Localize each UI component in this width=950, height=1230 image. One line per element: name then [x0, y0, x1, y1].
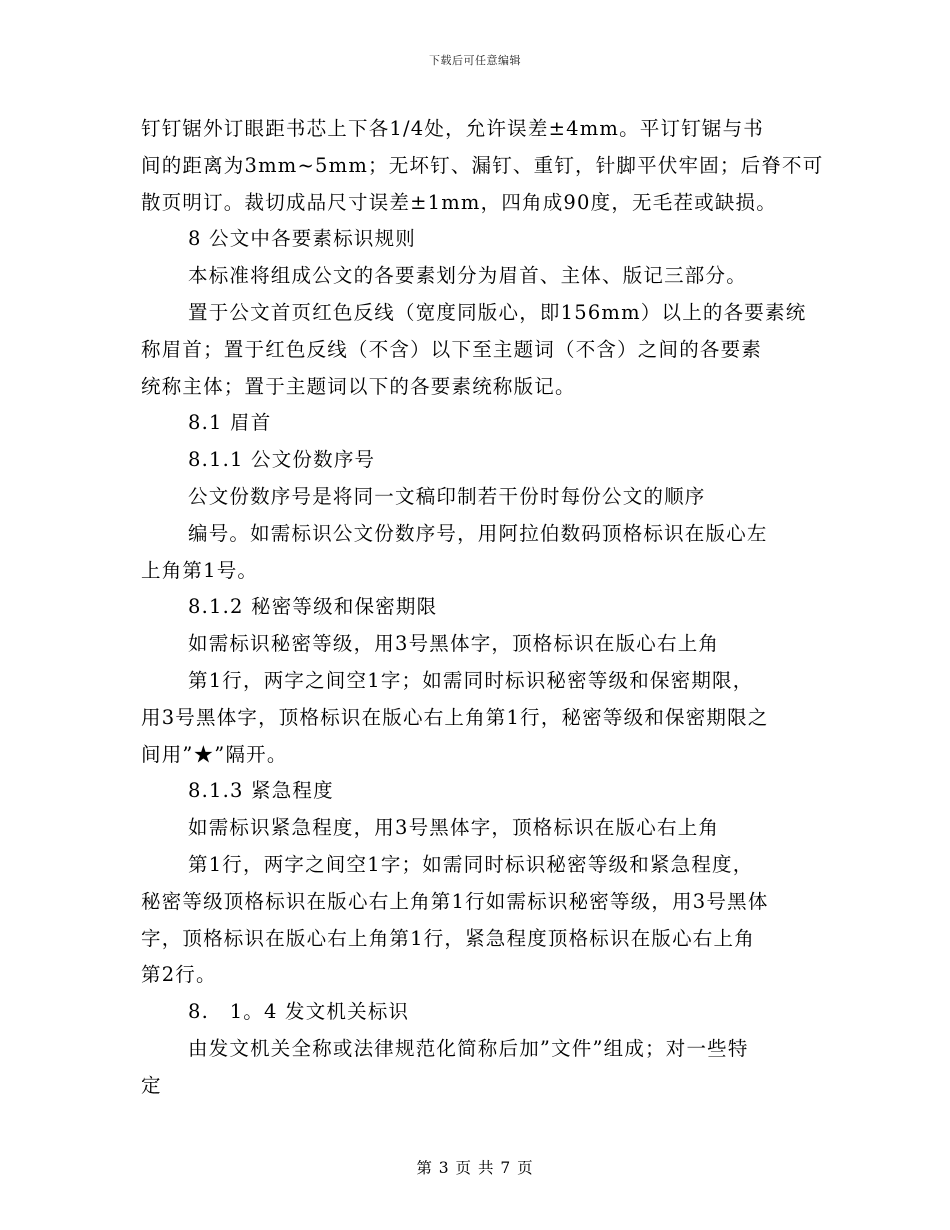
- text-line: 第1行，两字之间空1字；如需同时标识秘密等级和保密期限，: [188, 668, 754, 692]
- page-footer: 第 3 页 共 7 页: [416, 1159, 534, 1177]
- text-line: 定: [141, 1073, 162, 1097]
- text-line: 秘密等级顶格标识在版心右上角第1行如需标识秘密等级，用3号黑体: [141, 889, 769, 913]
- text-line: 称眉首；置于红色反线（不含）以下至主题词（不含）之间的各要素: [141, 337, 763, 361]
- text-line: 统称主体；置于主题词以下的各要素统称版记。: [141, 374, 576, 398]
- document-body: [141, 111, 824, 1105]
- text-line: 8 公文中各要素标识规则: [188, 227, 417, 251]
- page-header: 下载后可任意编辑: [429, 54, 521, 67]
- text-line: 编号。如需标识公文份数序号，用阿拉伯数码顶格标识在版心左: [188, 521, 768, 545]
- text-line: 置于公文首页红色反线（宽度同版心，即156mm）以上的各要素统: [188, 300, 807, 324]
- text-line: 间的距离为3mm~5mm；无坏钉、漏钉、重钉，针脚平伏牢固；后脊不可: [141, 153, 824, 177]
- text-line: 上角第1号。: [141, 558, 259, 582]
- text-line: 公文份数序号是将同一文稿印制若干份时每份公文的顺序: [188, 484, 706, 508]
- text-line: 8.1.3 紧急程度: [188, 779, 334, 803]
- text-line: 字，顶格标识在版心右上角第1行，紧急程度顶格标识在版心右上角: [141, 926, 755, 950]
- text-line: 如需标识秘密等级，用3号黑体字，顶格标识在版心右上角: [188, 632, 720, 656]
- text-line: 本标准将组成公文的各要素划分为眉首、主体、版记三部分。: [188, 264, 747, 288]
- text-line: 散页明订。裁切成品尺寸误差±1mm，四角成90度，无毛茬或缺损。: [141, 190, 777, 214]
- text-line: 第1行，两字之间空1字；如需同时标识秘密等级和紧急程度，: [188, 852, 754, 876]
- text-line: 由发文机关全称或法律规范化简称后加”文件”组成；对一些特: [188, 1036, 749, 1060]
- text-line: 第2行。: [141, 963, 217, 987]
- text-line: 间用”★”隔开。: [141, 742, 288, 766]
- text-line: 8.1 眉首: [188, 411, 272, 435]
- text-line: 8.1.1 公文份数序号: [188, 448, 376, 472]
- text-line: 8.1.2 秘密等级和保密期限: [188, 595, 438, 619]
- text-line: 钉钉锯外订眼距书芯上下各1/4处，允许误差±4mm。平订钉锯与书: [141, 117, 765, 140]
- text-line: 用3号黑体字，顶格标识在版心右上角第1行，秘密等级和保密期限之: [141, 705, 769, 729]
- text-line: 如需标识紧急程度，用3号黑体字，顶格标识在版心右上角: [188, 816, 720, 840]
- text-line: 8. 1。4 发文机关标识: [188, 1000, 410, 1024]
